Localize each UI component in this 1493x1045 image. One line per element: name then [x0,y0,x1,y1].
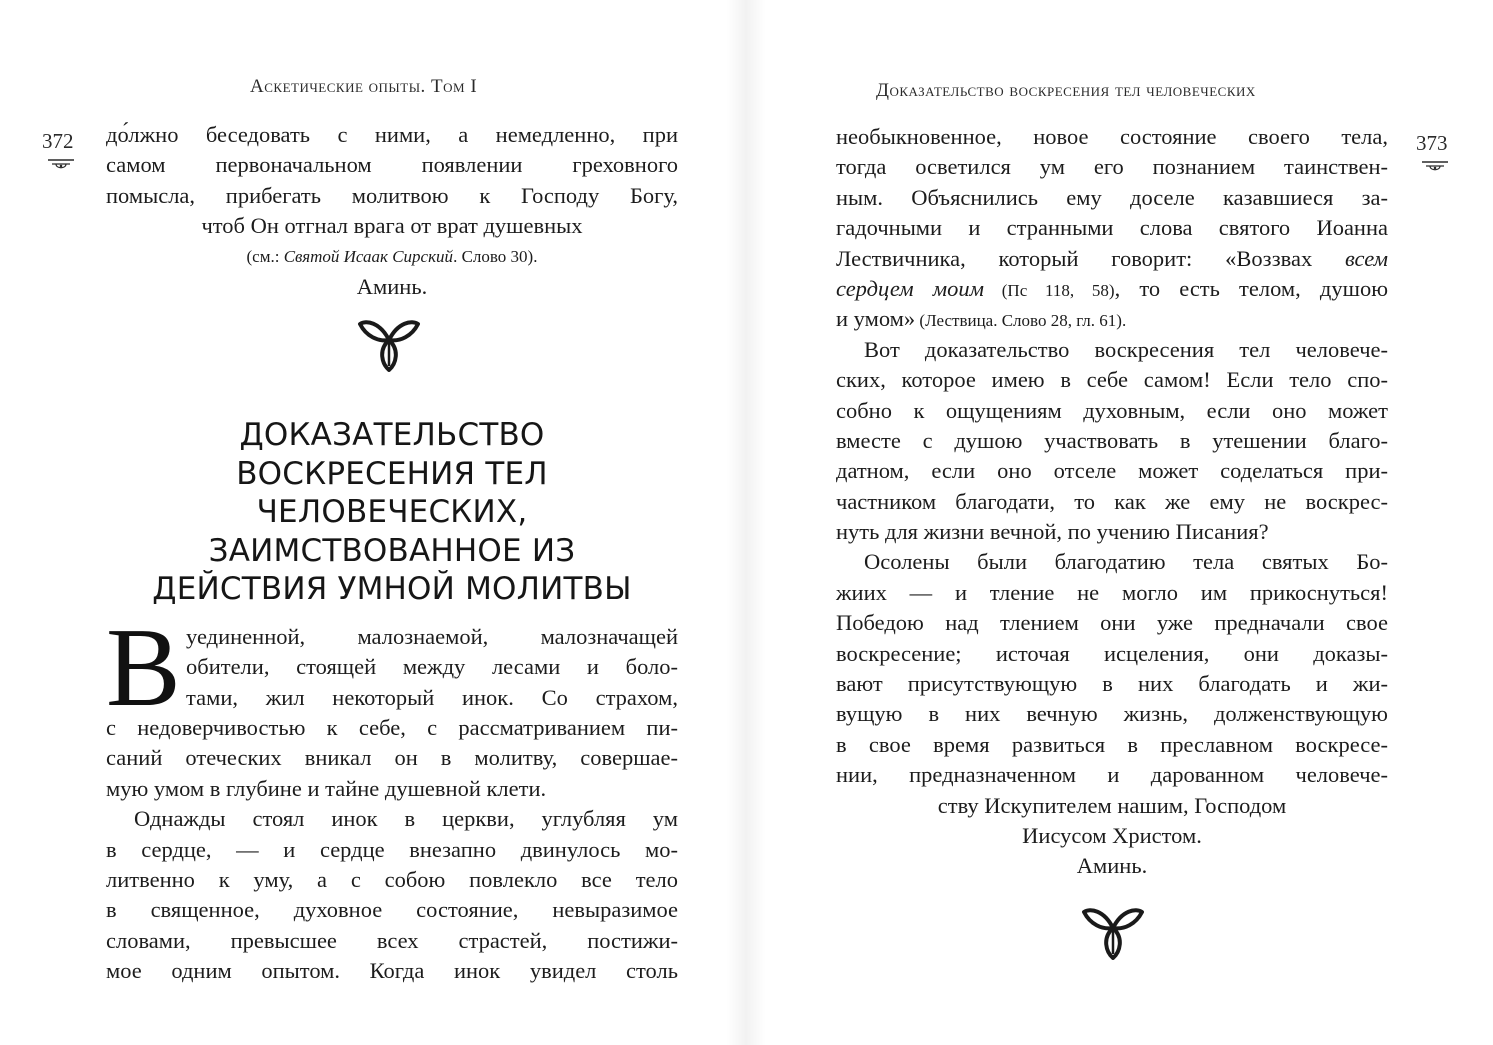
text-line: тами, жил некоторый инок. Со страхом, [186,684,678,710]
text-line: собно к ощущениям духовным, если оно может [836,397,1388,423]
folio-ornament-icon [46,157,76,171]
text-line: помысла, прибегать молитвою к Господу Богу, [106,182,678,208]
citation-ref: (Пс 118, 58) [983,280,1115,300]
chapter-title [106,416,678,609]
chapter-title-line: ЗАИМСТВОВАННОЕ ИЗ [208,532,576,569]
drop-cap: В [106,606,181,730]
citation-suffix: . Слово 30). [453,246,538,266]
leaf-ornament-icon [356,310,422,372]
text-line [836,304,1388,334]
dropcap-text [186,622,678,713]
text-line: чтоб Он отгнал врага от врат душевных [201,213,583,239]
scripture-quote: сердцем моим [836,275,984,301]
chapter-title-line: ДОКАЗАТЕЛЬСТВО [239,417,545,453]
text-line: Победою над тлением они уже предначали свое [836,610,1388,636]
right-page [746,0,1493,1045]
text-line: тогда осветился ум его познанием таинствен- [836,154,1388,180]
text-segment: Лествичника, который говорит: «Воззвах [836,245,1346,271]
amen-left: Аминь. [356,273,428,299]
text-line: ным. Объяснились ему доселе казавшиеся за- [836,184,1388,210]
right-body-text [836,122,1388,882]
text-line: Иисусом Христом. [1022,822,1202,848]
text-line: вущую в них вечную жизнь, долженствующую [836,701,1388,727]
leaf-ornament-icon [1080,898,1146,960]
page-number-left: 372 [42,129,74,153]
text-line: обители, стоящей между лесами и боло- [186,654,678,680]
text-line: нуть для жизни вечной, по учению Писания? [836,519,1269,545]
text-line: словами, превысшее всех страстей, постижи- [106,927,678,953]
citation-ref: (Лествица. Слово 28, гл. 61). [915,311,1127,331]
text-line: ских, которое имею в себе самом! Если тело спо- [836,367,1388,393]
text-line: в священное, духовное состояние, невыразимое [106,897,678,923]
text-segment: , то есть телом, душою [1114,275,1389,301]
text-line: вместе с душою участвовать в утешении благо- [836,427,1388,453]
text-line: Вот доказательство воскресения тел человече- [864,336,1388,362]
text-line: литвенно к уму, а с собою повлекло все тело [106,866,678,892]
text-line: частником благодати, то как же ему не воскрес- [836,488,1388,514]
left-top-text [106,120,678,302]
chapter-title-line: ЧЕЛОВЕЧЕСКИХ, [256,494,528,531]
left-body-text [106,713,678,987]
text-line: воскресение; источая исцеления, они доказы- [836,640,1388,666]
left-page [0,0,746,1045]
folio-ornament-icon [1420,159,1450,173]
text-line: вают присутствующую в них благодать и жи- [836,671,1388,697]
text-line: мое одним опытом. Когда инок увидел столь [106,958,678,984]
chapter-title-line: ВОСКРЕСЕНИЯ ТЕЛ [236,455,548,492]
citation-source: Святой Исаак Сирский [283,246,454,266]
text-line: самом первоначальном появлении греховного [106,152,678,178]
text-line: гадочными и странными слова святого Иоанна [836,215,1388,241]
scripture-quote: всем [1345,245,1388,271]
text-segment: и умом» [836,306,916,332]
text-line: уединенной, малознаемой, малозначащей [186,624,678,649]
text-line: с недоверчивостью к себе, с рассматриванием пи- [106,715,678,740]
text-line [836,274,1388,304]
text-line: необыкновенное, новое состояние своего тела, [836,124,1388,149]
text-line [836,244,1388,274]
citation-prefix: (см.: [246,246,284,266]
text-line: ству Искупителем нашим, Господом [937,792,1287,818]
text-line: мую умом в глубине и тайне душевной клети. [106,775,547,801]
text-line: Осолены были благодатию тела святых Бо- [864,549,1388,575]
text-line: нии, предназначенном и дарованном человече- [836,762,1388,788]
amen-right: Аминь. [1076,853,1148,879]
citation-line [106,242,678,272]
text-line: в свое время развиться в преславном воскресе- [836,731,1388,757]
text-line: датном, если оно отселе может соделаться при- [836,458,1388,484]
text-line: в сердце, — и сердце внезапно двинулось мо- [106,836,678,862]
text-line: саний отеческих вникал он в молитву, совершае- [106,745,678,771]
text-line: жиих — и тление не могло им прикоснуться! [836,579,1388,605]
text-line: Однажды стоял инок в церкви, углубляя ум [134,806,678,832]
running-head-right: Доказательство воскресения тел человеческих [876,80,1256,101]
chapter-title-line: ДЕЙСТВИЯ УМНОЙ МОЛИТВЫ [152,571,632,608]
running-head-left: Аскетические опыты. Том I [250,76,478,97]
page-number-right: 373 [1416,131,1448,155]
text-line: до́лжно беседовать с ними, а немедленно, при [106,122,678,147]
